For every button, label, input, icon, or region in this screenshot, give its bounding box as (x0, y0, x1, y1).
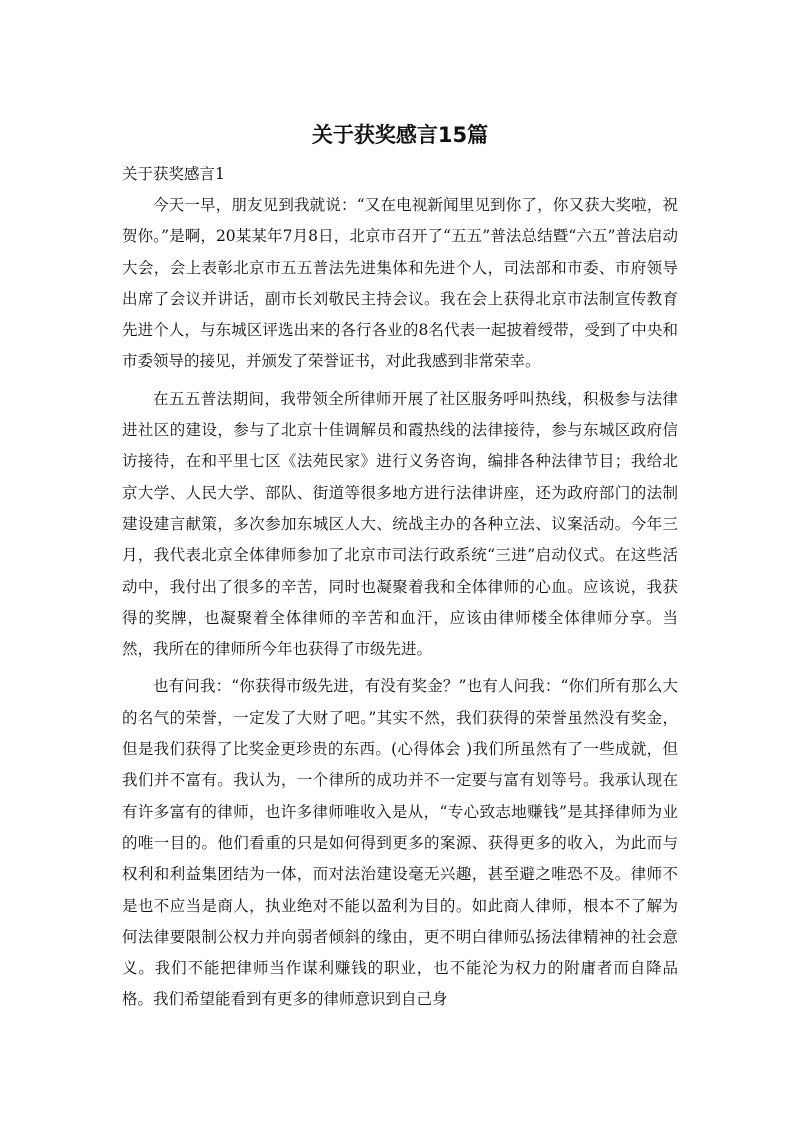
section-heading: 关于获奖感言1 (122, 165, 225, 183)
page-title: 关于获奖感言15篇 (311, 123, 489, 147)
paragraph-2: 在五五普法期间，我带领全所律师开展了社区服务呼叫热线，积极参与法律进社区的建设，参与了北京十佳调解员和霞热线的法律接待，参与东城区政府信访接待，在和平里七区《法苑民家》进行义务咨询，编排各种法律节目；我给北京大学、人民大学、部队、街道等很多地方进行法律讲座，还为政府部门的法制建设建言献策，多次参加东城区人大、统战主办的各种立法、议案活动。今年三月，我代表北京全体律师参加了北京市司法行政系统“三进”启动仪式。在这些活动中，我付出了很多的辛苦，同时也凝聚着我和全体律师的心血。应该说，我获得的奖牌，也凝聚着全体律师的辛苦和血汗，应该由律师楼全体律师分享。当然，我所在的律师所今年也获得了市级先进。 (122, 389, 678, 659)
paragraph-1: 今天一早，朋友见到我就说：“又在电视新闻里见到你了，你又获大奖啦，祝贺你。”是啊，20某某年7月8日，北京市召开了“五五”普法总结暨“六五”普法启动大会，会上表彰北京市五五普法先进集体和先进个人，司法部和市委、市府领导出席了会议并讲话，副市长刘敬民主持会议。我在会上获得北京市法制宣传教育先进个人，与东城区评选出来的各行各业的8名代表一起披着绶带，受到了中央和市委领导的接见，并颁发了荣誉证书，对此我感到非常荣幸。 (122, 196, 678, 371)
paragraph-3: 也有问我：“你获得市级先进，有没有奖金？”也有人问我：“你们所有那么大的名气的荣誉，一定发了大财了吧。”其实不然，我们获得的荣誉虽然没有奖金，但是我们获得了比奖金更珍贵的东西。(心得体会 )我们所虽然有了一些成就，但我们并不富有。我认为，一个律所的成功并不一定要与富有划等号。我承认现在有许多富有的律师，也许多律师唯收入是从，“专心致志地赚钱”是其择律师为业的唯一目的。他们看重的只是如何得到更多的案源、获得更多的收入，为此而与权利和利益集团结为一体，而对法治建设毫无兴趣，甚至避之唯恐不及。律师不是也不应当是商人，执业绝对不能以盈利为目的。如此商人律师，根本不了解为何法律要限制公权力并向弱者倾斜的缘由，更不明白律师弘扬法律精神的社会意义。我们不能把律师当作谋利赚钱的职业，也不能沦为权力的附庸者而自降品格。我们希望能看到有更多的律师意识到自己身 (122, 677, 678, 1009)
document-body (122, 160, 678, 1022)
